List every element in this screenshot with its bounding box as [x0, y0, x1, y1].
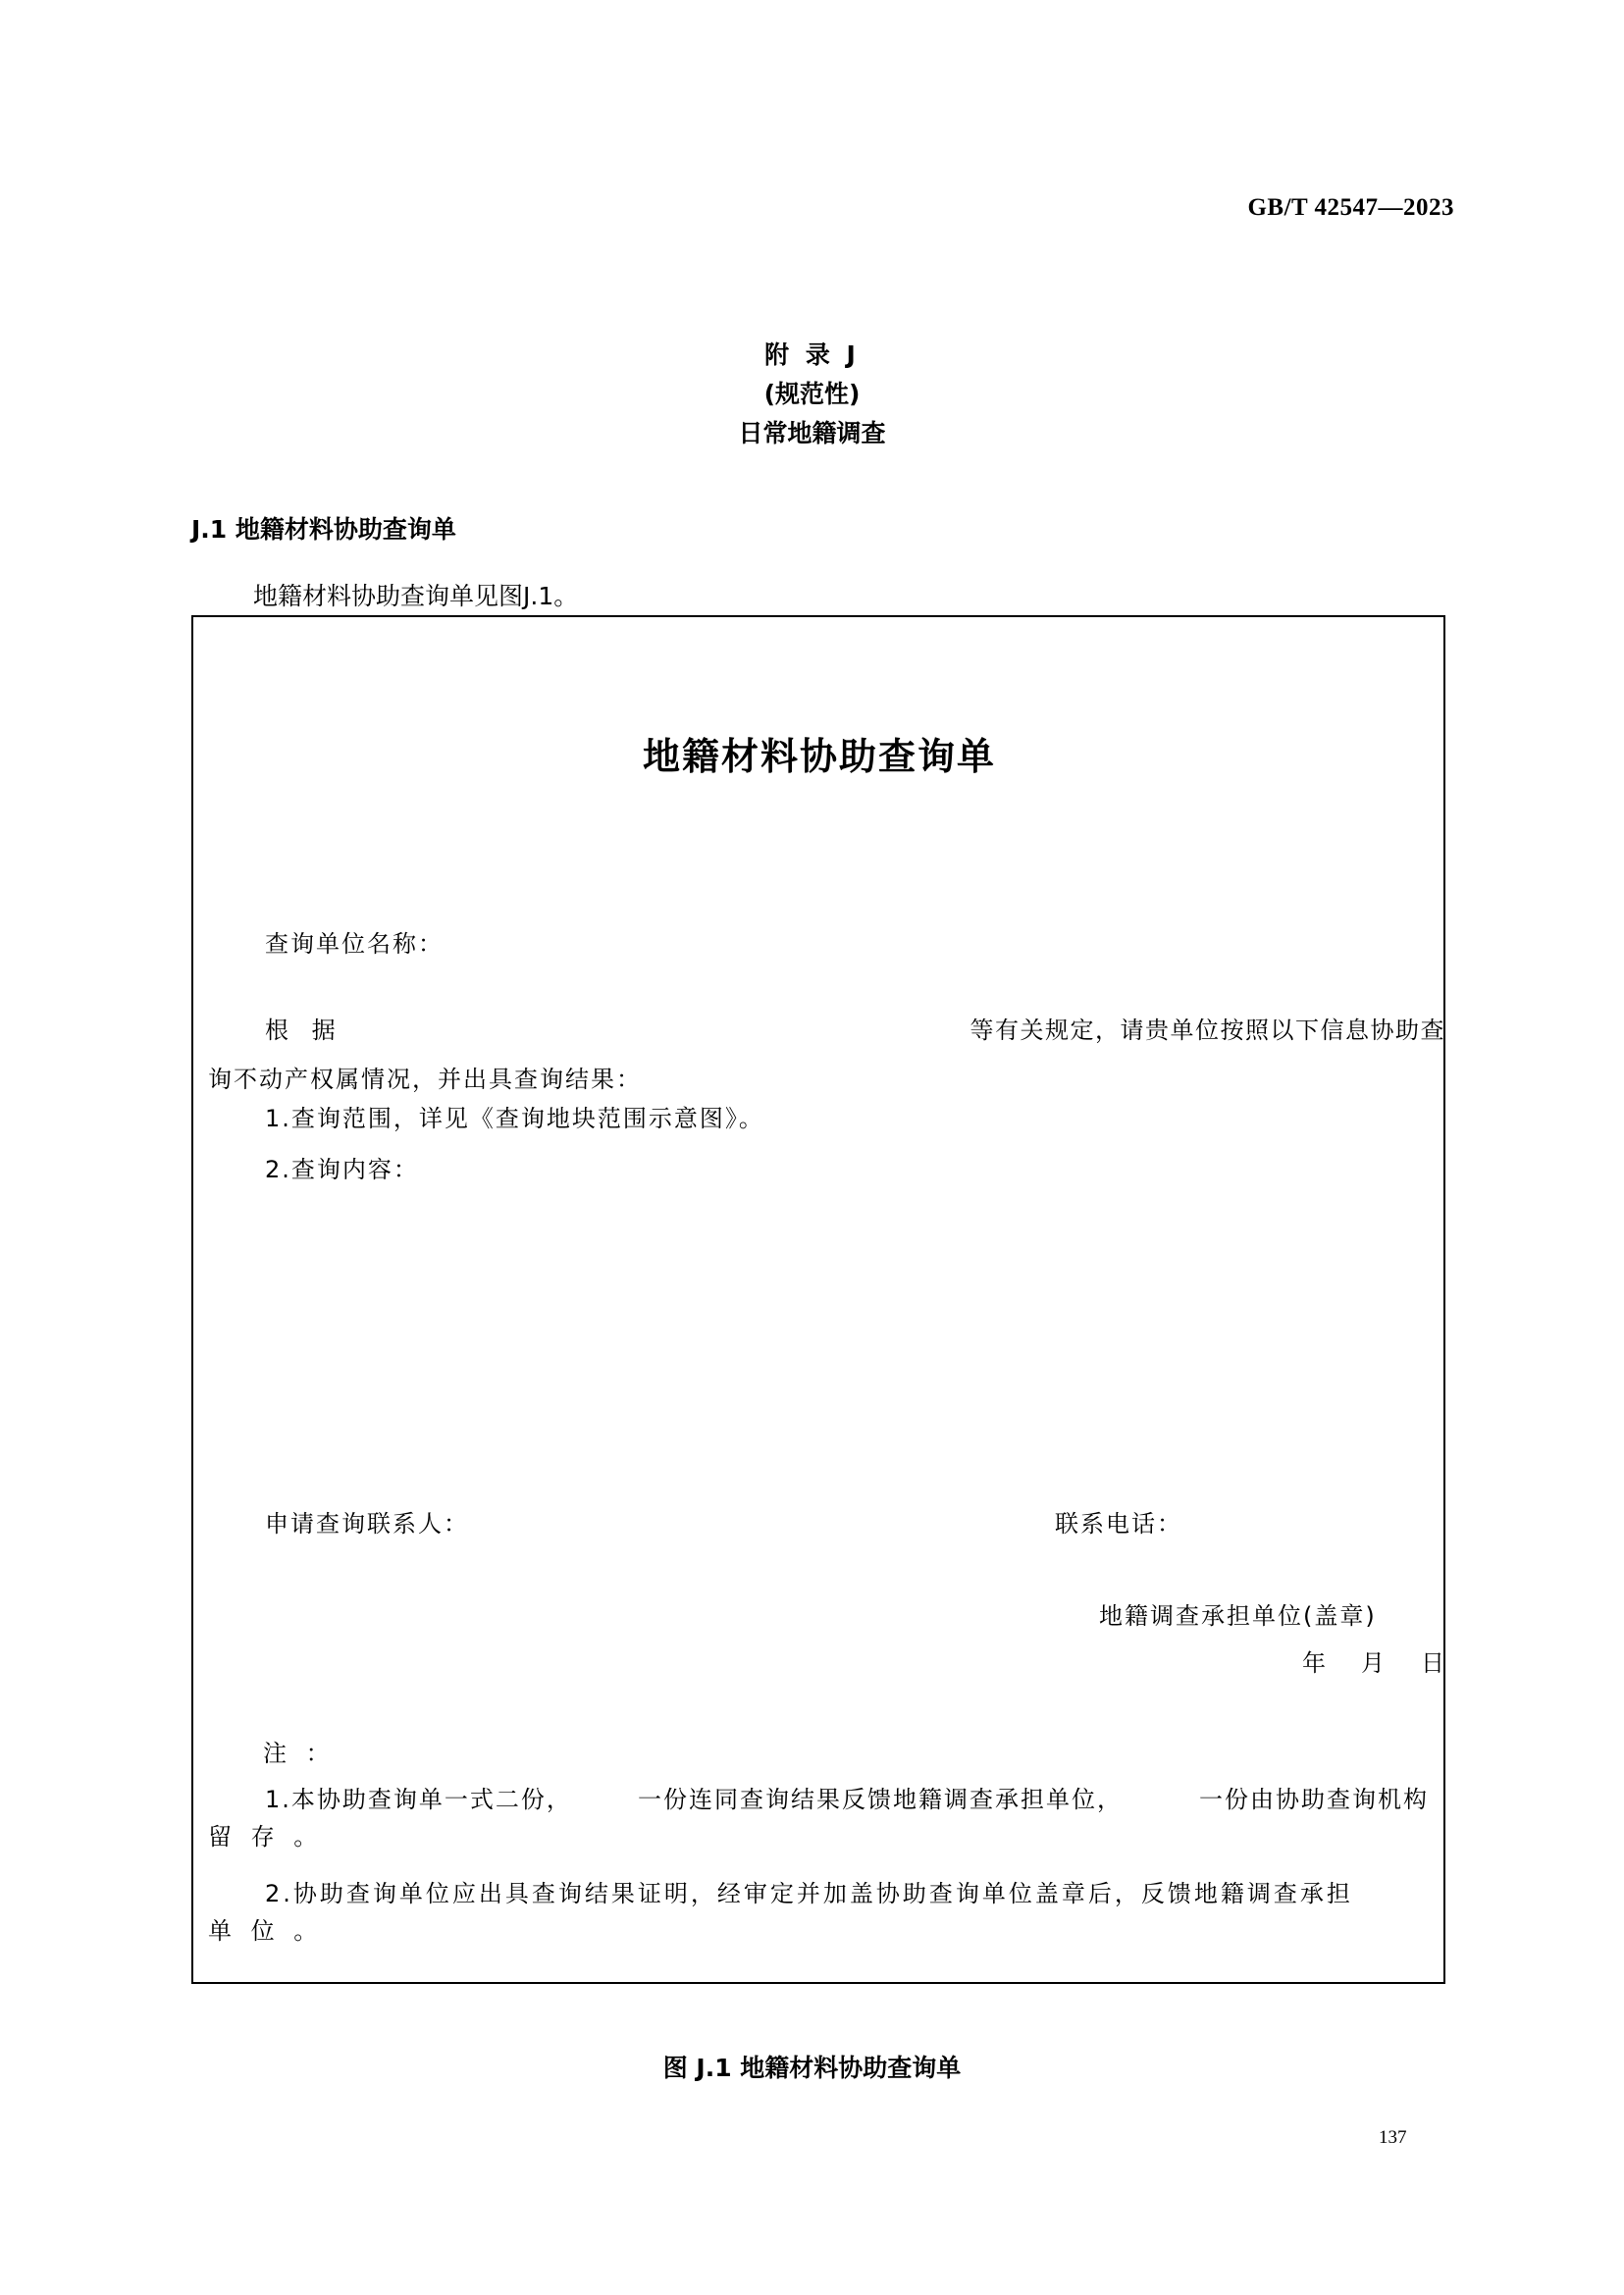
contact-person-label: 申请查询联系人： — [265, 1510, 469, 1538]
appendix-title: 日常地籍调查 — [738, 419, 886, 447]
note2: 2.协助查询单位应出具查询结果证明，经审定并加盖协助查询单位盖章后，反馈地籍调查承担 — [265, 1880, 1353, 1907]
date-day: 日 — [1421, 1649, 1446, 1677]
query-content-item: 2.查询内容： — [265, 1156, 419, 1183]
note1-part2: 一份连同查询结果反馈地籍调查承担单位， — [638, 1786, 1123, 1813]
appendix-heading — [0, 336, 1624, 453]
date-month: 月 — [1361, 1649, 1387, 1677]
note1-continuation: 留 存 。 — [208, 1823, 324, 1851]
basis-label: 根 据 — [265, 1017, 343, 1044]
page-number: 137 — [1379, 2127, 1407, 2148]
appendix-nature: (规范性) — [763, 380, 861, 408]
note2-continuation: 单 位 。 — [208, 1917, 324, 1945]
note1-part1: 1.本协助查询单一式二份， — [265, 1786, 572, 1813]
form-title: 地籍材料协助查询单 — [642, 735, 996, 778]
standard-number: GB/T 42547—2023 — [1247, 194, 1454, 221]
section-intro: 地籍材料协助查询单见图J.1。 — [253, 582, 579, 610]
basis-continuation: 询不动产权属情况，并出具查询结果： — [208, 1066, 642, 1093]
appendix-label: 附 录 J — [764, 340, 860, 369]
query-scope-item: 1.查询范围，详见《查询地块范围示意图》。 — [265, 1105, 764, 1132]
form-frame — [191, 615, 1445, 1984]
survey-unit-seal: 地籍调查承担单位(盖章) — [1099, 1602, 1377, 1630]
basis-tail: 等有关规定，请贵单位按照以下信息协助查 — [969, 1017, 1445, 1044]
date-year: 年 — [1302, 1649, 1328, 1677]
section-title: J.1 地籍材料协助查询单 — [191, 515, 456, 544]
contact-phone-label: 联系电话： — [1055, 1510, 1182, 1538]
figure-caption: 图 J.1 地籍材料协助查询单 — [662, 2054, 962, 2082]
notes-label: 注 ： — [263, 1740, 336, 1767]
query-unit-label: 查询单位名称： — [265, 930, 444, 958]
note1-part3: 一份由协助查询机构 — [1199, 1786, 1429, 1813]
